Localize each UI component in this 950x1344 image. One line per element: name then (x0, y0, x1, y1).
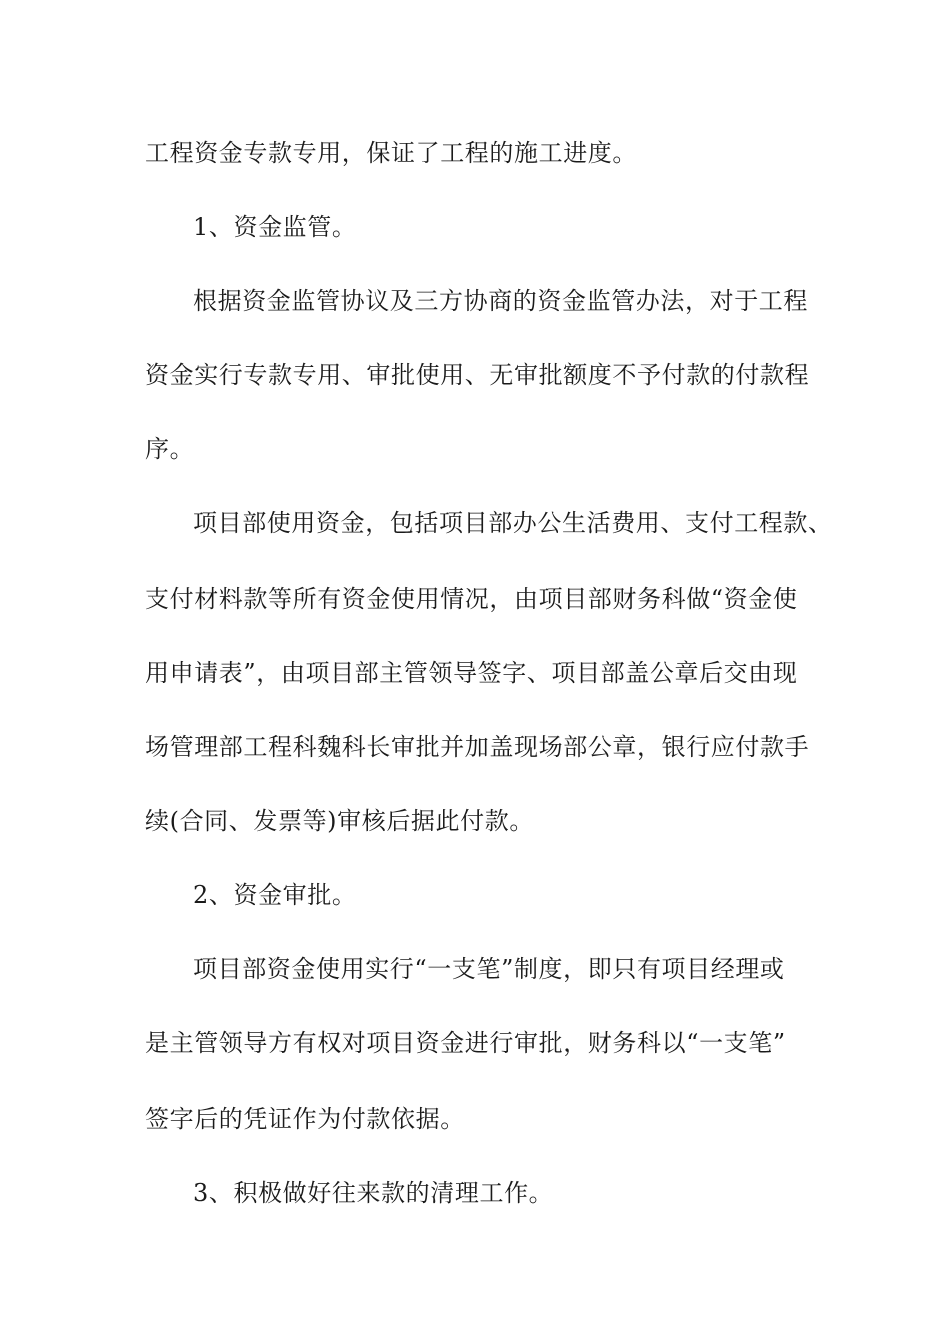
paragraph-line: 根据资金监管协议及三方协商的资金监管办法，对于工程 (193, 287, 808, 315)
paragraph-line: 资金实行专款专用、审批使用、无审批额度不予付款的付款程 (145, 361, 810, 389)
paragraph-line: 项目部资金使用实行“一支笔”制度，即只有项目经理或 (193, 955, 785, 983)
section-heading: 2、资金审批。 (193, 881, 357, 909)
paragraph-line: 工程资金专款专用，保证了工程的施工进度。 (145, 139, 637, 167)
paragraph-line: 用申请表”，由项目部主管领导签字、项目部盖公章后交由现 (145, 659, 798, 687)
paragraph-line: 项目部使用资金，包括项目部办公生活费用、支付工程款、 (193, 509, 833, 537)
paragraph-line: 支付材料款等所有资金使用情况，由项目部财务科做“资金使 (145, 585, 798, 613)
paragraph-line: 续(合同、发票等)审核后据此付款。 (145, 807, 534, 835)
paragraph-line: 场管理部工程科魏科长审批并加盖现场部公章，银行应付款手 (145, 733, 810, 761)
paragraph-line: 是主管领导方有权对项目资金进行审批，财务科以“一支笔” (145, 1029, 786, 1057)
section-heading: 1、资金监管。 (193, 213, 357, 241)
paragraph-line: 序。 (145, 435, 195, 463)
paragraph-line: 签字后的凭证作为付款依据。 (145, 1105, 465, 1133)
section-heading: 3、积极做好往来款的清理工作。 (193, 1179, 554, 1207)
